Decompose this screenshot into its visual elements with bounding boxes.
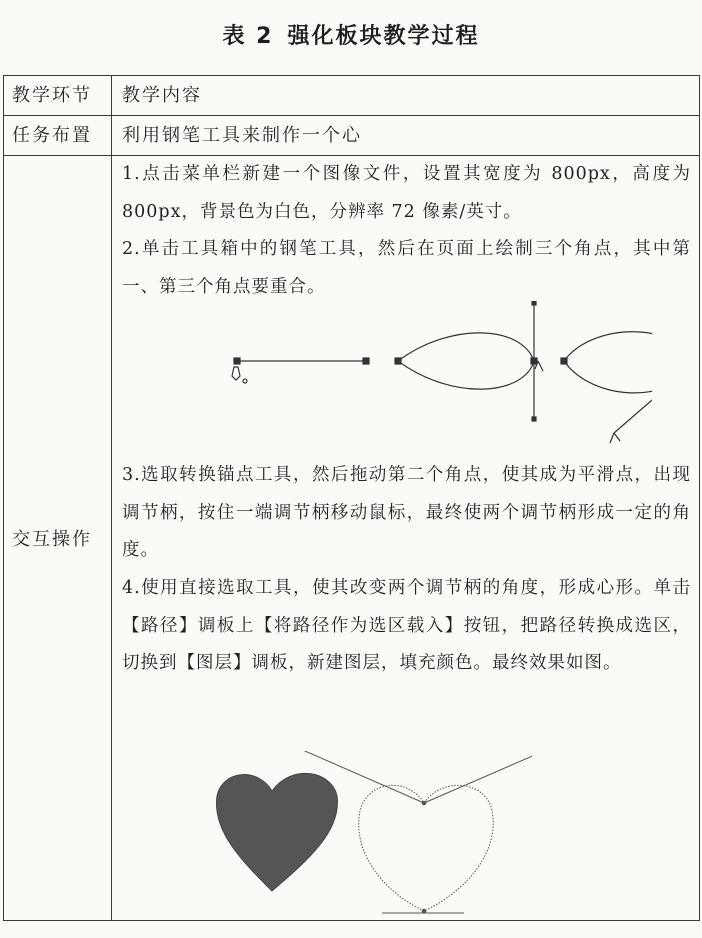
table-row-task [4, 116, 700, 156]
pen-cursor-dot [243, 379, 247, 383]
step-3-text: 3.选取转换锚点工具，然后拖动第二个角点，使其成为平滑点，出现调节柄，按住一端调节柄移动鼠标，最终使两个调节柄形成一定的角度。 [122, 465, 691, 560]
interaction-content-cell [112, 156, 700, 921]
heart-anchor [422, 909, 426, 913]
interaction-label: 交互操作 [12, 529, 92, 550]
direction-handle-lower [614, 361, 652, 433]
table-header-row [4, 76, 700, 116]
anchor-point [234, 358, 240, 364]
heart-result-figure [202, 751, 532, 917]
anchor-point [395, 358, 401, 364]
header-stage-label: 教学环节 [12, 85, 92, 106]
teaching-process-table [3, 75, 700, 921]
pen-tool-anchor-figure [152, 301, 652, 456]
anchor-point [363, 358, 369, 364]
pen-cursor-icon [232, 367, 240, 380]
task-text: 利用钢笔工具来制作一个心 [122, 125, 362, 146]
anchor-point [561, 358, 567, 364]
heart-anchor [422, 801, 426, 805]
step-4-text: 4.使用直接选取工具，使其改变两个调节柄的角度，形成心形。单击【路径】调板上【将路径作为选区载入】按钮，把路径转换成选区，切换到【图层】调板，新建图层，填充颜色。最终效果如图。 [122, 578, 691, 673]
table-title-text: 强化板块教学过程 [287, 24, 480, 49]
table-row-interaction [4, 156, 700, 921]
filled-heart [216, 773, 337, 891]
task-label-cell [4, 116, 112, 156]
step-1-text: 1.点击菜单栏新建一个图像文件，设置其宽度为 800px，高度为 800px，背景色为白色，分辨率 72 像素/英寸。 [122, 164, 691, 222]
angled-path [564, 332, 652, 393]
step-2-text: 2.单击工具箱中的钢笔工具，然后在页面上绘制三个角点，其中第一、第三个角点要重合。 [122, 239, 691, 297]
task-text-cell [112, 116, 700, 156]
table-caption [0, 0, 702, 75]
teardrop-path [398, 333, 534, 389]
header-cell-content [112, 76, 700, 116]
drag-cursor-icon [610, 433, 620, 443]
table-number: 表 2 [222, 24, 274, 49]
handle-end [532, 301, 536, 305]
handle-end [532, 417, 536, 421]
header-content-label: 教学内容 [122, 85, 202, 106]
heart-handle-right [424, 751, 532, 803]
task-label: 任务布置 [12, 125, 92, 146]
interaction-label-cell [4, 156, 112, 921]
table-title [223, 19, 480, 50]
header-cell-stage [4, 76, 112, 116]
